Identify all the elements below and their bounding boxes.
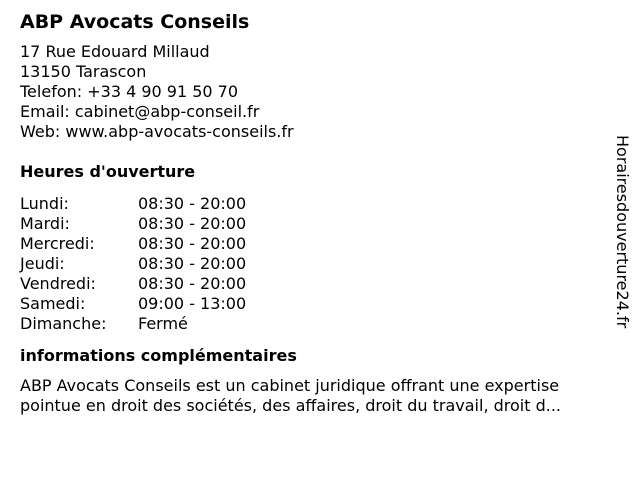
hours-day: Jeudi: (20, 254, 65, 273)
hours-row-friday (20, 274, 610, 294)
hours-row-saturday (20, 294, 610, 314)
hours-day: Lundi: (20, 194, 69, 213)
business-description (20, 376, 620, 416)
email-line: Email: cabinet@abp-conseil.fr (20, 102, 260, 121)
hours-time: 08:30 - 20:00 (138, 194, 247, 213)
hours-time: 08:30 - 20:00 (138, 214, 247, 233)
hours-day: Mercredi: (20, 234, 95, 253)
hours-row-sunday (20, 314, 610, 334)
hours-time: 08:30 - 20:00 (138, 254, 247, 273)
phone-line: Telefon: +33 4 90 91 50 70 (20, 82, 239, 101)
additional-info-title: informations complémentaires (20, 346, 297, 365)
address-city: 13150 Tarascon (20, 62, 147, 81)
hours-day: Dimanche: (20, 314, 107, 333)
address-street: 17 Rue Edouard Millaud (20, 42, 210, 61)
business-card (20, 10, 610, 416)
site-watermark-text: Horairesdouverture24.fr (613, 135, 632, 329)
hours-time: 09:00 - 13:00 (138, 294, 247, 313)
hours-row-tuesday (20, 214, 610, 234)
hours-day: Samedi: (20, 294, 86, 313)
hours-time: 08:30 - 20:00 (138, 274, 247, 293)
hours-day: Vendredi: (20, 274, 96, 293)
hours-time: 08:30 - 20:00 (138, 234, 247, 253)
hours-row-wednesday (20, 234, 610, 254)
hours-day: Mardi: (20, 214, 70, 233)
hours-row-thursday (20, 254, 610, 274)
hours-time: Fermé (138, 314, 188, 333)
business-name: ABP Avocats Conseils (20, 11, 250, 33)
site-watermark (612, 135, 632, 345)
web-line: Web: www.abp-avocats-conseils.fr (20, 122, 294, 141)
hours-row-monday (20, 194, 610, 214)
description-line: pointue en droit des sociétés, des affaires, droit du travail, droit d... (20, 396, 561, 415)
opening-hours-title: Heures d'ouverture (20, 162, 196, 181)
description-line: ABP Avocats Conseils est un cabinet juridique offrant une expertise (20, 376, 560, 395)
